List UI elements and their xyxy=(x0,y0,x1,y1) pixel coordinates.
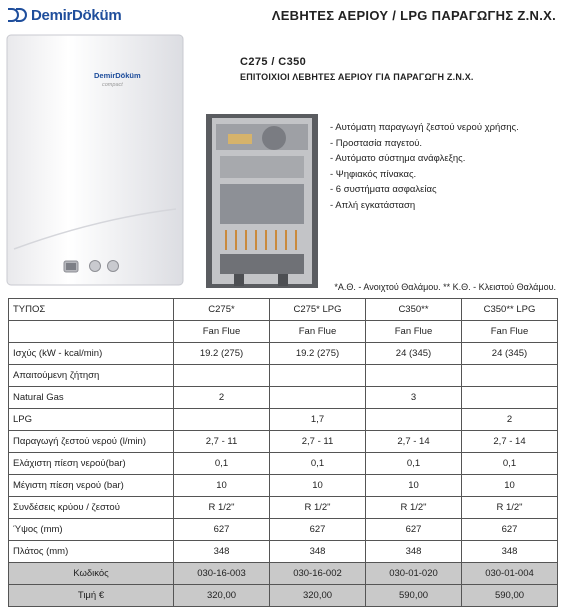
feature-item: - Αυτόματο σύστημα ανάφλεξης. xyxy=(330,153,466,164)
boiler-brand: DemirDöküm xyxy=(94,71,141,80)
table-cell: 2 xyxy=(174,387,270,409)
table-row xyxy=(9,431,558,453)
table-cell: 320,00 xyxy=(174,585,270,607)
table-cell: 348 xyxy=(462,541,558,563)
table-cell: C275* LPG xyxy=(270,299,366,321)
page-title: ΛΕΒΗΤΕΣ ΑΕΡΙΟΥ / LPG ΠΑΡΑΓΩΓΗΣ Ζ.Ν.Χ. xyxy=(271,8,556,23)
feature-item: - Αυτόματη παραγωγή ζεστού νερού χρήσης. xyxy=(330,122,519,133)
feature-list xyxy=(330,120,519,213)
boiler-model-label: compact xyxy=(102,82,123,88)
row-label: Πλάτος (mm) xyxy=(9,541,174,563)
table-cell: 627 xyxy=(270,519,366,541)
table-cell: 2,7 - 11 xyxy=(270,431,366,453)
table-cell: 3 xyxy=(366,387,462,409)
table-cell: 348 xyxy=(270,541,366,563)
table-cell: 030-01-004 xyxy=(462,563,558,585)
row-label: Ελάχιστη πίεση νερού(bar) xyxy=(9,453,174,475)
table-row xyxy=(9,585,558,607)
logo-mark-icon xyxy=(8,8,28,22)
table-cell: 2,7 - 14 xyxy=(366,431,462,453)
table-cell: 0,1 xyxy=(270,453,366,475)
table-cell xyxy=(366,409,462,431)
table-cell: 590,00 xyxy=(462,585,558,607)
table-cell: 24 (345) xyxy=(462,343,558,365)
table-cell: Fan Flue xyxy=(366,321,462,343)
boiler-image xyxy=(6,34,184,286)
row-label: Απαιτούμενη ζήτηση xyxy=(9,365,174,387)
table-cell: 2,7 - 11 xyxy=(174,431,270,453)
table-cell xyxy=(174,409,270,431)
table-cell: 627 xyxy=(366,519,462,541)
table-cell: 24 (345) xyxy=(366,343,462,365)
table-row xyxy=(9,453,558,475)
table-row xyxy=(9,541,558,563)
row-label xyxy=(9,321,174,343)
spec-table xyxy=(8,298,558,607)
product-subtitle: ΕΠΙΤΟΙΧΙΟΙ ΛΕΒΗΤΕΣ ΑΕΡΙΟΥ ΓΙΑ ΠΑΡΑΓΩΓΗ Ζ.Ν.Χ. xyxy=(240,72,474,82)
table-cell: 10 xyxy=(366,475,462,497)
brand-logo xyxy=(8,6,121,24)
table-cell: R 1/2" xyxy=(270,497,366,519)
table-row xyxy=(9,299,558,321)
row-label: Τιμή € xyxy=(9,585,174,607)
row-label: Ύψος (mm) xyxy=(9,519,174,541)
feature-item: - 6 συστήματα ασφαλείας xyxy=(330,184,437,195)
table-cell: 590,00 xyxy=(366,585,462,607)
table-cell: Fan Flue xyxy=(270,321,366,343)
table-cell xyxy=(462,365,558,387)
table-cell: 19.2 (275) xyxy=(174,343,270,365)
table-cell: C275* xyxy=(174,299,270,321)
table-cell: 1,7 xyxy=(270,409,366,431)
table-cell: Fan Flue xyxy=(462,321,558,343)
table-row xyxy=(9,563,558,585)
table-cell xyxy=(270,387,366,409)
row-label: Ισχύς (kW - kcal/min) xyxy=(9,343,174,365)
table-row xyxy=(9,409,558,431)
row-label: Natural Gas xyxy=(9,387,174,409)
table-cell xyxy=(270,365,366,387)
table-cell: 19.2 (275) xyxy=(270,343,366,365)
table-row xyxy=(9,475,558,497)
table-cell: 2 xyxy=(462,409,558,431)
row-label: Συνδέσεις κρύου / ζεστού xyxy=(9,497,174,519)
model-title: C275 / C350 xyxy=(240,56,307,68)
table-cell: Fan Flue xyxy=(174,321,270,343)
table-cell: C350** LPG xyxy=(462,299,558,321)
table-cell: 030-16-002 xyxy=(270,563,366,585)
table-cell: 0,1 xyxy=(174,453,270,475)
table-cell: 627 xyxy=(462,519,558,541)
table-row xyxy=(9,343,558,365)
table-cell: 627 xyxy=(174,519,270,541)
table-row xyxy=(9,365,558,387)
table-cell: R 1/2" xyxy=(174,497,270,519)
table-cell: 348 xyxy=(366,541,462,563)
table-cell xyxy=(174,365,270,387)
table-cell: 2,7 - 14 xyxy=(462,431,558,453)
table-cell: 030-16-003 xyxy=(174,563,270,585)
table-row xyxy=(9,321,558,343)
table-row xyxy=(9,519,558,541)
table-cell: 348 xyxy=(174,541,270,563)
table-cell: 10 xyxy=(174,475,270,497)
footnote: *Α.Θ. - Ανοιχτού Θαλάμου. ** Κ.Θ. - Κλειστού Θαλάμου. xyxy=(334,282,556,292)
table-cell xyxy=(366,365,462,387)
feature-item: - Απλή εγκατάσταση xyxy=(330,199,416,211)
table-cell xyxy=(462,387,558,409)
table-cell: 10 xyxy=(462,475,558,497)
brand-name: DemirDöküm xyxy=(31,6,122,24)
table-cell: 030-01-020 xyxy=(366,563,462,585)
boiler-internals-photo xyxy=(206,114,318,288)
page-header xyxy=(0,0,564,30)
row-label: ΤΥΠΟΣ xyxy=(9,299,174,321)
table-row xyxy=(9,387,558,409)
table-cell: 320,00 xyxy=(270,585,366,607)
table-cell: R 1/2" xyxy=(366,497,462,519)
table-cell: 0,1 xyxy=(366,453,462,475)
feature-item: - Ψηφιακός πίνακας. xyxy=(330,168,417,180)
row-label: Μέγιστη πίεση νερού (bar) xyxy=(9,475,174,497)
table-cell: 10 xyxy=(270,475,366,497)
row-label: Παραγωγή ζεστού νερού (l/min) xyxy=(9,431,174,453)
table-cell: C350** xyxy=(366,299,462,321)
row-label: Κωδικός xyxy=(9,563,174,585)
row-label: LPG xyxy=(9,409,174,431)
feature-item: - Προστασία παγετού. xyxy=(330,137,423,149)
table-cell: R 1/2" xyxy=(462,497,558,519)
table-row xyxy=(9,497,558,519)
table-cell: 0,1 xyxy=(462,453,558,475)
